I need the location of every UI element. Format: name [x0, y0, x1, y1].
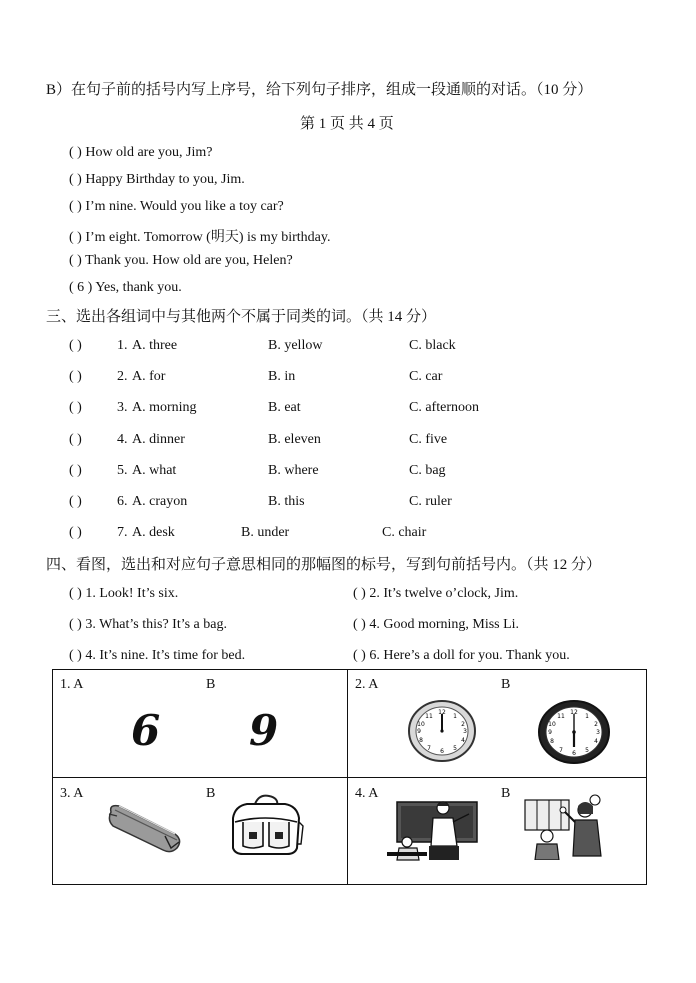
svg-text:8: 8: [419, 737, 423, 744]
list-item: [353, 617, 519, 633]
cell-1-label-b: B: [206, 677, 216, 692]
answer-blank[interactable]: ( ): [69, 400, 82, 415]
cell-4-label-a: 4. A: [355, 786, 379, 801]
svg-text:7: 7: [559, 747, 563, 754]
answer-blank[interactable]: ( ): [69, 525, 82, 540]
svg-text:4: 4: [461, 737, 465, 744]
option-c: C. ruler: [409, 494, 452, 509]
option-c: C. bag: [409, 463, 446, 478]
sentence-text: 4. It’s nine. It’s time for bed.: [85, 648, 246, 663]
option-c: C. black: [409, 338, 456, 353]
svg-text:8: 8: [550, 738, 554, 745]
option-b: B. where: [268, 463, 319, 478]
svg-text:2: 2: [594, 721, 598, 728]
option-c: C. chair: [382, 525, 427, 540]
answer-blank[interactable]: ( ): [69, 199, 82, 214]
svg-text:11: 11: [557, 713, 565, 720]
list-item: [69, 648, 245, 664]
sentence-text: I’m nine. Would you like a toy car?: [85, 199, 284, 214]
option-a: A. for: [132, 369, 166, 384]
answer-blank[interactable]: ( ): [353, 648, 366, 663]
answer-blank[interactable]: ( ): [69, 494, 82, 509]
option-a: A. crayon: [132, 494, 188, 509]
sentence-text: Yes, thank you.: [95, 280, 182, 295]
list-item: [69, 280, 182, 296]
svg-text:6: 6: [572, 750, 576, 757]
question-number: 5.: [117, 463, 128, 478]
svg-text:12: 12: [570, 709, 578, 716]
grid-divider-horizontal: [53, 777, 646, 778]
answer-blank[interactable]: ( ): [69, 145, 82, 160]
sentence-text: 1. Look! It’s six.: [85, 586, 179, 601]
teacher-waving-icon[interactable]: [523, 794, 613, 860]
answer-blank[interactable]: ( ): [69, 369, 82, 384]
svg-text:1: 1: [585, 713, 589, 720]
option-b: B. under: [241, 525, 290, 540]
section-4-title: 四、看图，选出和对应句子意思相同的那幅图的标号，写到句前括号内。（共 12 分）: [46, 557, 602, 573]
svg-text:7: 7: [427, 745, 431, 752]
svg-text:9: 9: [417, 728, 421, 735]
option-a: A. dinner: [132, 432, 185, 447]
answer-blank[interactable]: ( ): [69, 432, 82, 447]
list-item: [353, 586, 518, 602]
section-3-title: 三、选出各组词中与其他两个不属于同类的词。（共 14 分）: [46, 309, 437, 325]
svg-text:3: 3: [463, 728, 467, 735]
sentence-text: Happy Birthday to you, Jim.: [85, 172, 245, 187]
clock-six-icon[interactable]: [537, 699, 611, 765]
answer-blank[interactable]: ( ): [69, 253, 82, 268]
answer-blank[interactable]: ( ): [69, 172, 82, 187]
cell-3-label-b: B: [206, 786, 216, 801]
option-c: C. afternoon: [409, 400, 479, 415]
sentence-text: 4. Good morning, Miss Li.: [369, 617, 520, 632]
svg-text:11: 11: [425, 713, 433, 720]
question-number: 7.: [117, 525, 128, 540]
answer-blank[interactable]: ( 6 ): [69, 280, 93, 295]
sentence-text: 6. Here’s a doll for you. Thank you.: [369, 648, 570, 663]
list-item: [353, 648, 570, 664]
sentence-text: 3. What’s this? It’s a bag.: [85, 617, 227, 632]
cell-2-label-a: 2. A: [355, 677, 379, 692]
answer-blank[interactable]: ( ): [69, 338, 82, 353]
svg-text:12: 12: [438, 709, 446, 716]
pencil-case-icon[interactable]: [105, 798, 185, 860]
option-a: A. three: [132, 338, 178, 353]
question-number: 3.: [117, 400, 128, 415]
svg-text:5: 5: [453, 745, 457, 752]
digit-six-image[interactable]: 6: [131, 706, 161, 755]
option-a: A. desk: [132, 525, 175, 540]
digit-nine-image[interactable]: 9: [249, 706, 279, 755]
page-number-label: 第 1 页 共 4 页: [300, 116, 394, 132]
cell-4-label-b: B: [501, 786, 511, 801]
cell-2-label-b: B: [501, 677, 511, 692]
answer-blank[interactable]: ( ): [69, 648, 82, 663]
option-b: B. eat: [268, 400, 301, 415]
svg-text:5: 5: [585, 747, 589, 754]
answer-blank[interactable]: ( ): [69, 586, 82, 601]
answer-blank[interactable]: ( ): [353, 586, 366, 601]
sentence-text: 2. It’s twelve o’clock, Jim.: [369, 586, 519, 601]
option-a: A. what: [132, 463, 177, 478]
option-b: B. in: [268, 369, 296, 384]
answer-blank[interactable]: ( ): [69, 463, 82, 478]
svg-text:1: 1: [453, 713, 457, 720]
answer-blank[interactable]: ( ): [353, 617, 366, 632]
list-item: [69, 617, 227, 633]
svg-text:10: 10: [417, 721, 425, 728]
clock-twelve-icon[interactable]: [407, 699, 477, 763]
svg-text:9: 9: [548, 729, 552, 736]
question-number: 1.: [117, 338, 128, 353]
svg-text:2: 2: [461, 721, 465, 728]
section-b-instruction: B）在句子前的括号内写上序号，给下列句子排序，组成一段通顺的对话。（10 分）: [46, 82, 593, 98]
option-b: B. yellow: [268, 338, 323, 353]
teacher-at-blackboard-icon[interactable]: [383, 798, 479, 862]
question-number: 2.: [117, 369, 128, 384]
list-item: [69, 226, 330, 246]
answer-blank[interactable]: ( ): [69, 617, 82, 632]
list-item: [69, 199, 284, 215]
svg-text:4: 4: [594, 738, 598, 745]
sentence-text: How old are you, Jim?: [85, 145, 213, 160]
answer-blank[interactable]: ( ): [69, 230, 82, 245]
schoolbag-icon[interactable]: [225, 792, 305, 858]
list-item: [69, 172, 245, 188]
option-a: A. morning: [132, 400, 197, 415]
list-item: [69, 586, 178, 602]
svg-text:6: 6: [440, 748, 444, 755]
picture-grid: [52, 669, 647, 885]
sentence-text: Thank you. How old are you, Helen?: [85, 253, 293, 268]
svg-text:3: 3: [596, 729, 600, 736]
cell-1-label-a: 1. A: [60, 677, 84, 692]
option-b: B. this: [268, 494, 305, 509]
option-c: C. five: [409, 432, 448, 447]
cell-3-label-a: 3. A: [60, 786, 84, 801]
option-b: B. eleven: [268, 432, 321, 447]
list-item: [69, 253, 293, 269]
svg-text:10: 10: [548, 721, 556, 728]
question-number: 4.: [117, 432, 128, 447]
question-number: 6.: [117, 494, 128, 509]
option-c: C. car: [409, 369, 443, 384]
list-item: [69, 145, 212, 161]
sentence-text: I’m eight. Tomorrow (明天) is my birthday.: [85, 230, 331, 245]
